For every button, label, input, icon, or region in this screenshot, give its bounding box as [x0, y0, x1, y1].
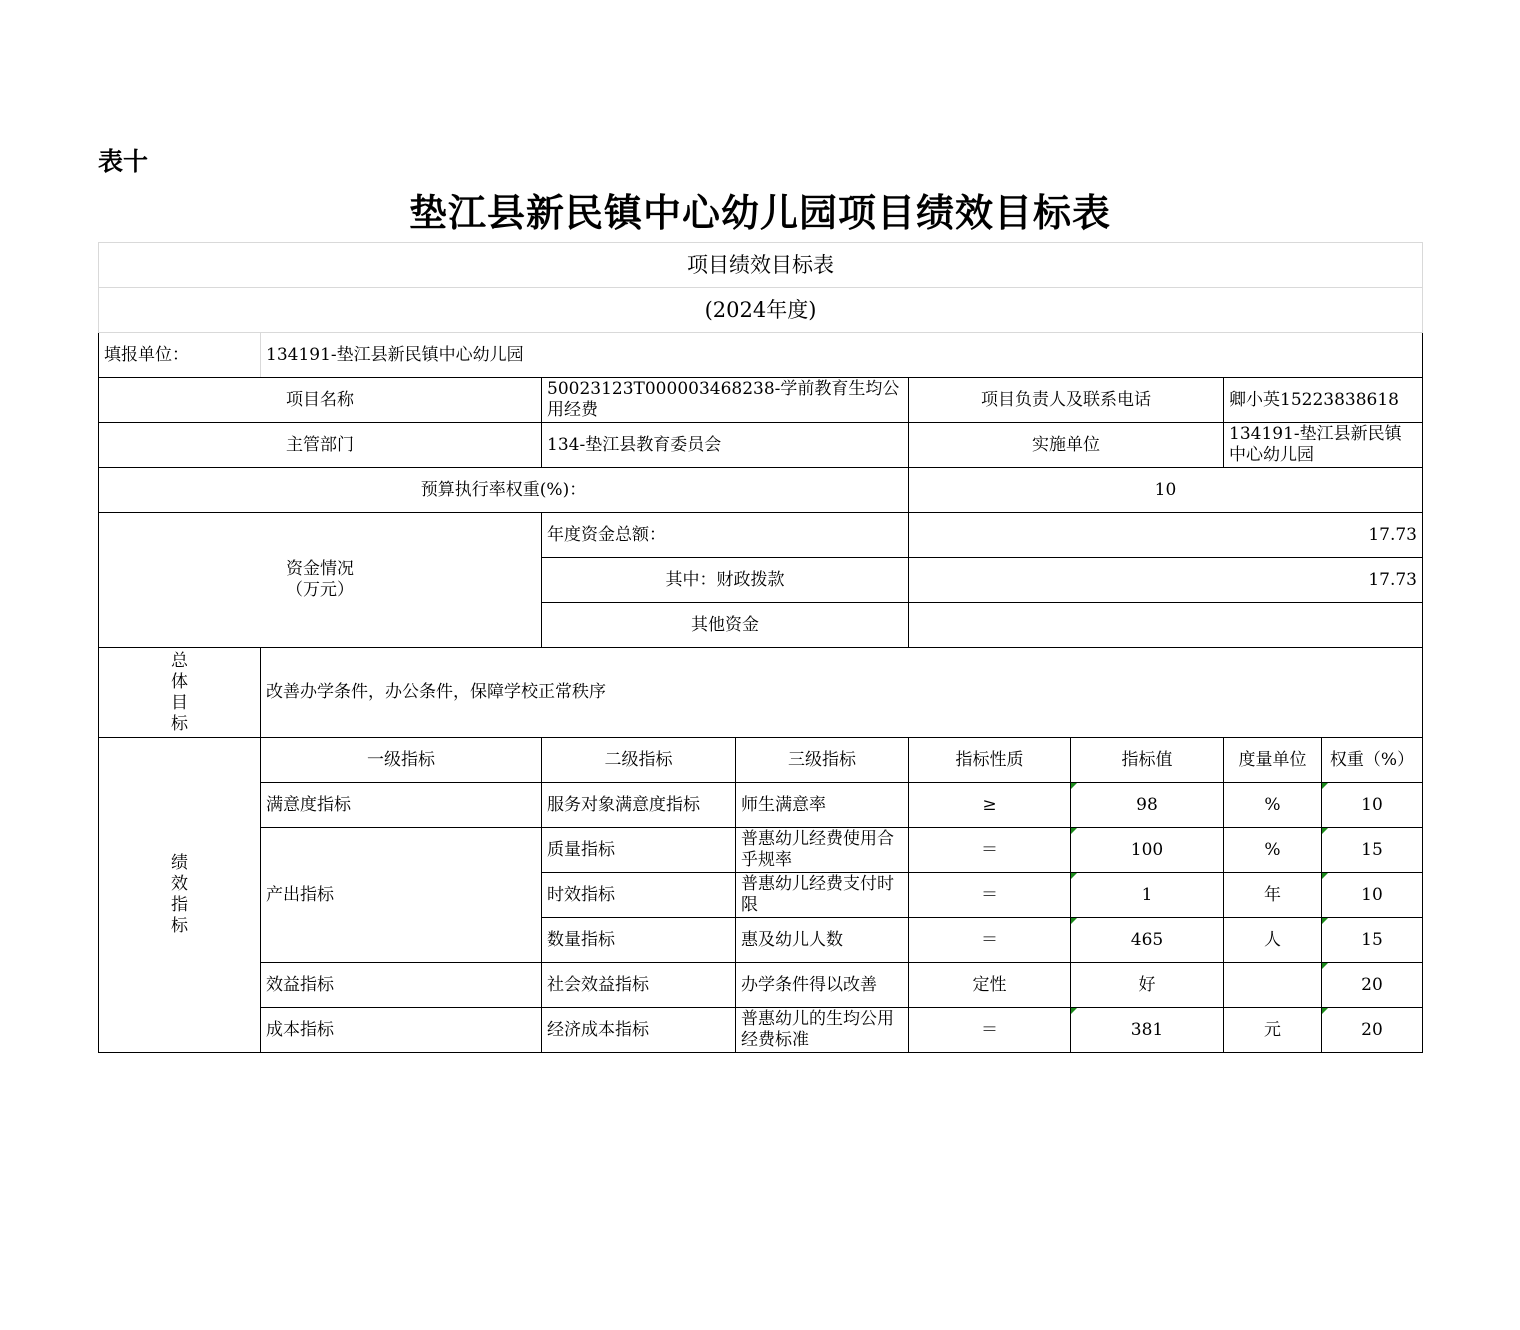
indicator-nature: ＝	[909, 873, 1071, 918]
indicator-unit	[1224, 963, 1322, 1008]
goal-char: 目	[171, 692, 188, 713]
unit-row	[99, 333, 1423, 378]
performance-target-table	[98, 242, 1423, 1053]
page-title: 垫江县新民镇中心幼儿园项目绩效目标表	[408, 190, 1111, 235]
indicator-header-row	[99, 738, 1423, 783]
indicator-nature: ≥	[909, 783, 1071, 828]
indicator-nature: ＝	[909, 828, 1071, 873]
indicator-nature: ＝	[909, 918, 1071, 963]
subtitle-row	[99, 243, 1423, 288]
budget-weight-row	[99, 468, 1423, 513]
overall-goal-row	[99, 648, 1423, 738]
goal-char: 体	[171, 671, 188, 692]
indicator-row	[99, 828, 1423, 873]
contact-value: 卿小英15223838618	[1224, 378, 1423, 423]
funds-label-line1: 资金情况	[286, 559, 354, 579]
indicator-value: 381	[1071, 1008, 1224, 1053]
level3-indicator: 普惠幼儿经费支付时限	[736, 873, 909, 918]
indicator-nature: ＝	[909, 1008, 1071, 1053]
department-label: 主管部门	[99, 423, 542, 468]
indicator-unit: 人	[1224, 918, 1322, 963]
indicator-char: 绩	[171, 853, 188, 873]
implementing-unit-value: 134191-垫江县新民镇中心幼儿园	[1224, 423, 1423, 468]
indicator-value: 1	[1071, 873, 1224, 918]
indicator-value: 好	[1071, 963, 1224, 1008]
level2-indicator: 时效指标	[542, 873, 736, 918]
indicator-row	[99, 963, 1423, 1008]
funds-total-row	[99, 513, 1423, 558]
performance-indicator-label	[99, 738, 261, 1053]
level2-indicator: 质量指标	[542, 828, 736, 873]
project-row	[99, 378, 1423, 423]
overall-goal-text: 改善办学条件，办公条件，保障学校正常秩序	[261, 648, 1423, 738]
indicator-unit: 年	[1224, 873, 1322, 918]
indicator-value: 98	[1071, 783, 1224, 828]
budget-weight-value: 10	[909, 468, 1423, 513]
column-header: 度量单位	[1224, 738, 1322, 783]
column-header: 权重（%）	[1322, 738, 1423, 783]
column-header: 指标性质	[909, 738, 1071, 783]
goal-char: 标	[171, 713, 188, 734]
indicator-weight: 15	[1322, 918, 1423, 963]
level1-indicator: 产出指标	[261, 828, 542, 963]
level3-indicator: 办学条件得以改善	[736, 963, 909, 1008]
other-funds-value	[909, 603, 1423, 648]
fiscal-allocation-label: 其中：财政拨款	[542, 558, 909, 603]
indicator-row	[99, 783, 1423, 828]
column-header: 二级指标	[542, 738, 736, 783]
column-header: 一级指标	[261, 738, 542, 783]
level2-indicator: 服务对象满意度指标	[542, 783, 736, 828]
project-name-value: 50023123T000003468238-学前教育生均公用经费	[542, 378, 909, 423]
indicator-unit: 元	[1224, 1008, 1322, 1053]
table-number-label: 表十	[98, 147, 149, 176]
indicator-weight: 20	[1322, 1008, 1423, 1053]
indicator-weight: 10	[1322, 873, 1423, 918]
table-year: (2024年度)	[99, 288, 1423, 333]
budget-weight-label: 预算执行率权重(%)：	[99, 468, 909, 513]
level1-indicator: 成本指标	[261, 1008, 542, 1053]
project-name-label: 项目名称	[99, 378, 542, 423]
overall-goal-label	[99, 648, 261, 738]
other-funds-label: 其他资金	[542, 603, 909, 648]
funds-label-line2: （万元）	[286, 580, 354, 600]
level3-indicator: 惠及幼儿人数	[736, 918, 909, 963]
indicator-row	[99, 1008, 1423, 1053]
level1-indicator: 效益指标	[261, 963, 542, 1008]
indicator-char: 指	[171, 895, 188, 915]
level1-indicator: 满意度指标	[261, 783, 542, 828]
dept-row	[99, 423, 1423, 468]
indicator-char: 标	[171, 916, 188, 936]
table-subtitle: 项目绩效目标表	[99, 243, 1423, 288]
indicator-weight: 10	[1322, 783, 1423, 828]
implementing-unit-label: 实施单位	[909, 423, 1224, 468]
annual-total-label: 年度资金总额：	[542, 513, 909, 558]
annual-total-value: 17.73	[909, 513, 1423, 558]
indicator-unit: %	[1224, 828, 1322, 873]
goal-char: 总	[171, 650, 188, 671]
level3-indicator: 普惠幼儿的生均公用经费标准	[736, 1008, 909, 1053]
indicator-char: 效	[171, 874, 188, 894]
contact-label: 项目负责人及联系电话	[909, 378, 1224, 423]
funds-label	[99, 513, 542, 648]
column-header: 指标值	[1071, 738, 1224, 783]
reporting-unit-label: 填报单位：	[99, 333, 261, 378]
reporting-unit-value: 134191-垫江县新民镇中心幼儿园	[261, 333, 1423, 378]
level2-indicator: 经济成本指标	[542, 1008, 736, 1053]
indicator-nature: 定性	[909, 963, 1071, 1008]
department-value: 134-垫江县教育委员会	[542, 423, 909, 468]
fiscal-allocation-value: 17.73	[909, 558, 1423, 603]
indicator-value: 100	[1071, 828, 1224, 873]
indicator-value: 465	[1071, 918, 1224, 963]
level3-indicator: 师生满意率	[736, 783, 909, 828]
level3-indicator: 普惠幼儿经费使用合乎规率	[736, 828, 909, 873]
indicator-weight: 20	[1322, 963, 1423, 1008]
indicator-weight: 15	[1322, 828, 1423, 873]
year-row	[99, 288, 1423, 333]
column-header: 三级指标	[736, 738, 909, 783]
level2-indicator: 社会效益指标	[542, 963, 736, 1008]
indicator-unit: %	[1224, 783, 1322, 828]
level2-indicator: 数量指标	[542, 918, 736, 963]
